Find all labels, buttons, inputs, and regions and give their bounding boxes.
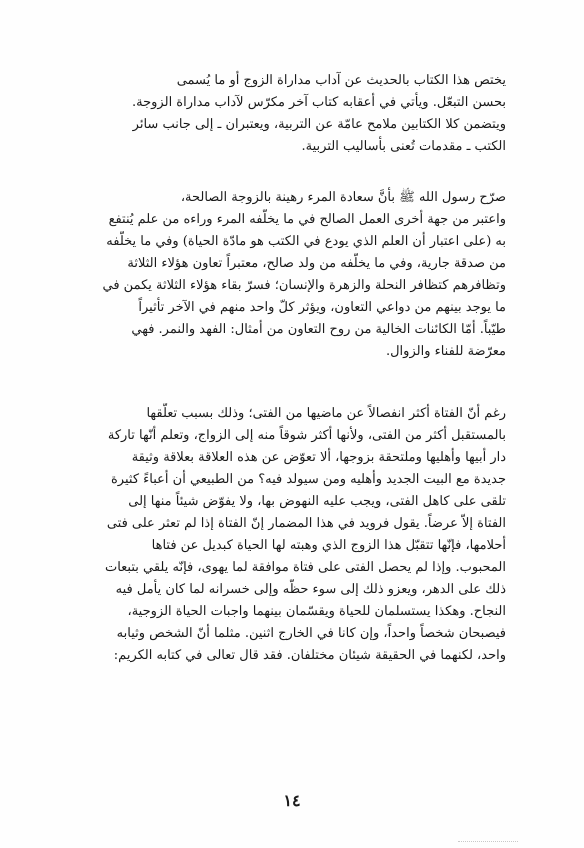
text-line: الفتاة إلاّ عرضاً. يقول فرويد في هذا المضمار إنّ الفتاة إذا لم تعثر على فتى [106, 516, 506, 531]
text-line: المحبوب. وإذا لم يحصل الفتى على فتاة موافقة لما يهوى، فإنّه يلقي بتبعات [104, 560, 506, 575]
text-line: واعتبر من جهة أخرى العمل الصالح في ما يخلّفه المرء وراءه من علم يُنتفع [108, 212, 506, 227]
paragraph-prophet-saying [76, 187, 506, 363]
paragraph-marriage [76, 403, 506, 667]
paragraph-intro [76, 70, 506, 158]
text-line: يختص هذا الكتاب بالحديث عن آداب مداراة الزوج أو ما يُسمى [176, 73, 506, 88]
text-line: جديدة مع البيت الجديد وأهليه ومن سيولد فيه؟ من الطبيعي أن أعباءً كثيرة [111, 472, 506, 487]
text-line: النجاح. وهكذا يستسلمان للحياة ويقسّمان بينهما واجبات الحياة الزوجية، [127, 604, 506, 619]
scan-edge-mark [458, 840, 518, 842]
text-line: الكتب ـ مقدمات تُعنى بأساليب التربية. [301, 139, 506, 154]
text-line: أحلامها، فإنّها تتقبّل هذا الزوج الذي وهبته لها الحياة كبديل عن فتاها [151, 538, 506, 553]
text-line: طيّباً. أمّا الكائنات الخالية من روح التعاون من أمثال: الفهد والنمر. فهي [131, 322, 506, 337]
text-line: به (على اعتبار أن العلم الذي يودع في الكتب هو مادّة الحياة) وفي ما يخلّفه [106, 234, 506, 249]
text-line: وتظافرهم كتظافر النحلة والزهرة والإنسان؛ فسرّ بقاء هؤلاء الثلاثة يكمن في [102, 278, 506, 293]
text-line: من صدقة جارية، وفي ما يخلّفه من ولد صالح، معتبراً تعاون هؤلاء الثلاثة [127, 256, 506, 271]
text-line: معرّضة للفناء والزوال. [385, 344, 506, 359]
text-line: رغم أنّ الفتاة أكثر انفصالاً عن ماضيها من الفتى؛ وذلك بسبب تعلّقها [146, 406, 506, 421]
text-line: ويتضمن كلا الكتابين ملامح عامّة عن التربية، ويعتبران ـ إلى جانب سائر [132, 117, 506, 132]
text-line: دار أبيها وأهليها وملتحقة بزوجها، ألا تعوّض عن هذه العلاقة بعلاقة وثيقة [131, 450, 506, 465]
text-line: ذلك على الدهر، ويعزو ذلك إلى سوء حظّه وإلى خسرانه لما كان يأمل فيه [115, 582, 506, 597]
text-line: صرّح رسول الله ﷺ بأنَّ سعادة المرء رهينة بالزوجة الصالحة، [180, 190, 506, 205]
text-line: واحد، لكنهما في الحقيقة شيئان مختلفان. فقد قال تعالى في كتابه الكريم: [113, 648, 506, 663]
text-line: بحسن التبعّل. ويأتي في أعقابه كتاب آخر مكرّس لآداب مداراة الزوجة. [132, 95, 506, 110]
text-line: بالمستقبل أكثر من الفتى، ولأنها أكثر شوقاً منه إلى الزواج، وتعلم أنّها تاركة [107, 428, 506, 443]
text-line: ما يوجد بينهم من دواعي التعاون، ويؤثر كلّ واحد منهم في الآخر تأثيراً [138, 300, 506, 315]
text-line: تلقى على كاهل الفتى، ويجب عليه النهوض بها، ولا يفوّض شيئاً منها إلى [128, 494, 506, 509]
text-line: فيصبحان شخصاً واحداً، وإن كانا في الخارج اثنين. مثلما أنّ الشخص وثيابه [116, 626, 506, 641]
page-number: ١٤ [283, 791, 301, 810]
